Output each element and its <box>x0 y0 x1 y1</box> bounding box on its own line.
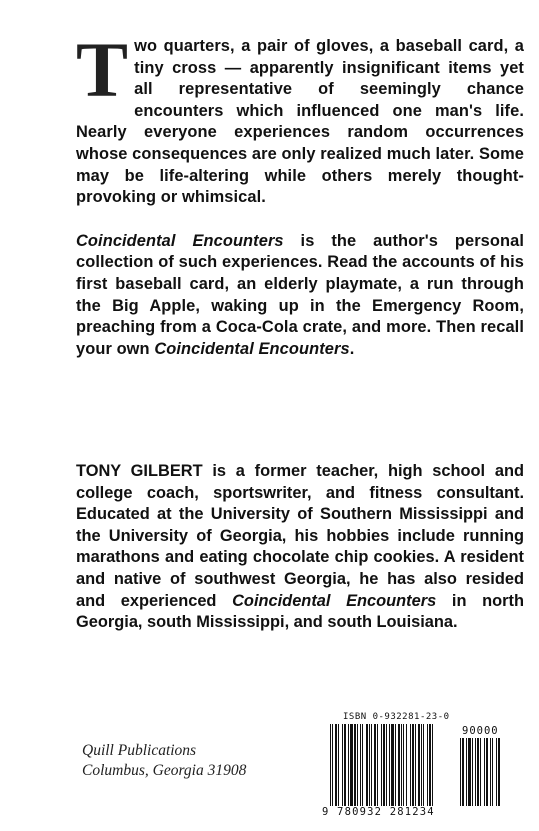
drop-cap: T <box>76 26 129 113</box>
barcode-bar <box>498 738 500 806</box>
author-bio <box>76 461 524 634</box>
publisher-name: Quill Publications <box>82 742 197 759</box>
blurb-text-1: wo quarters, a pair of gloves, a baseball card, a tiny cross — apparently insignificant items yet all representative of seemingly chance encounters which influenced one man's life. Nearly everyone experiences random occurrences whose consequences are only realized much later. Some may be life-altering while others merely thought-provoking or whimsical. <box>76 37 525 207</box>
blurb-text-2-end: . <box>349 339 355 358</box>
bio-text-end: in north Georgia, south Mississippi, and south Louisiana. <box>76 591 524 632</box>
ean-number: 9 780932 281234 <box>322 806 435 818</box>
bio-book-title: Coincidental Encounters <box>232 591 437 610</box>
ean-barcode-bars <box>330 724 460 806</box>
book-title-ref: Coincidental Encounters <box>76 231 284 250</box>
ean-barcode <box>330 724 460 806</box>
book-title-ref-end: Coincidental Encounters <box>154 339 350 358</box>
blurb-text-2: is the author's personal collection of such experiences. Read the accounts of his first baseball card, an elderly playmate, a run through the Big Apple, waking up in the Emergency Room, preaching from a Coca-Cola crate, and more. Then recall your own <box>76 231 524 358</box>
back-cover-blurb <box>76 26 525 377</box>
price-addon-barcode <box>460 738 518 806</box>
publisher-block <box>82 741 246 781</box>
blurb-paragraph-2 <box>76 231 524 361</box>
addon-barcode-bars <box>460 738 518 806</box>
blurb-paragraph-1 <box>76 26 525 209</box>
barcode-gap <box>433 724 434 806</box>
publisher-address: Columbus, Georgia 31908 <box>82 762 247 779</box>
isbn-label: ISBN 0-932281-23-0 <box>343 712 450 722</box>
bio-text: TONY GILBERT is a former teacher, high school and college coach, sportswriter, and fitness consultant. Educated at the University of Southern Mississippi and the University of Georgia, his hobbies include running marathons and eating chocolate chip cookies. A resident and native of southwest Georgia, he has also resided and experienced <box>76 462 524 610</box>
price-code: 90000 <box>462 725 499 737</box>
